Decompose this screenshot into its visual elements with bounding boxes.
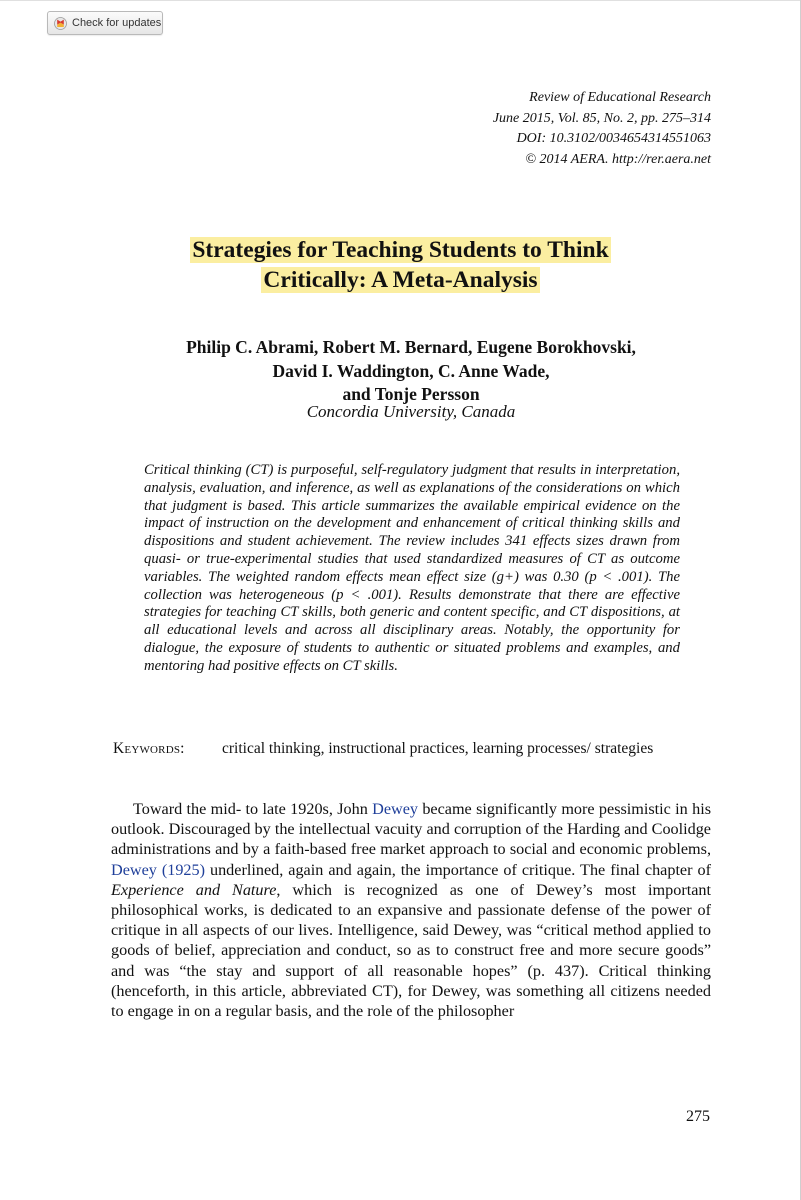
keywords-label: Keywords: (113, 740, 185, 757)
body-text-2: became significantly more pessimistic in his outlook. Discouraged by the intellectual vacuity and corruption of the Harding and Coolidge administrations and by a faith-based free market approach to social and economic problems, (111, 800, 711, 859)
body-text-3: underlined, again and again, the importance of critique. The final chapter of (205, 860, 711, 879)
authors-line-2: David I. Waddington, C. Anne Wade, (272, 360, 550, 381)
body-text-4: , which is recognized as one of Dewey’s most important philosophical works, is dedicated to an expansive and passionate defense of the power of critique in all aspects of our lives. Intelligence, said Dewey, was “critical method applied to goods of belief, appreciation and conduct, so as to construct free and more secure goods” and was “the stay and support of all reasonable hopes” (p. 437). Critical thinking (henceforth, in this article, abbreviated CT), for Dewey, was something all citizens needed to engage in on a regular basis, and the role of the philosopher (111, 880, 711, 1021)
affiliation: Concordia University, Canada (306, 402, 516, 421)
page-top-edge (0, 0, 801, 1)
journal-doi: DOI: 10.3102/0034654314551063 (516, 131, 711, 146)
body-text-1: Toward the mid- to late 1920s, John (133, 800, 373, 818)
authors-line-1: Philip C. Abrami, Robert M. Bernard, Eugene Borokhovski, (186, 337, 636, 357)
journal-issue: June 2015, Vol. 85, No. 2, pp. 275–314 (492, 110, 711, 126)
check-for-updates-button[interactable] (47, 11, 163, 35)
book-title: Experience and Nature (111, 880, 277, 899)
journal-name: Review of Educational Research (529, 90, 711, 105)
check-for-updates-label: Check for updates (72, 17, 162, 29)
title-line-2: Critically: A Meta-Analysis (263, 267, 538, 293)
abstract: Critical thinking (CT) is purposeful, self-regulatory judgment that results in interpretation, analysis, evaluation, and inference, as well as explanations of the considerations on which that judgment is based. This article summarizes the available empirical evidence on the impact of instruction on the development and enhancement of critical thinking skills and dispositions and student achievement. The review includes 341 effects sizes drawn from quasi- or true-experimental studies that used standardized measures of CT as outcome variables. The weighted random effects mean effect size (g+) was 0.30 (p < .001). The collection was heterogeneous (p < .001). Results demonstrate that there are effective strategies for teaching CT skills, both generic and content specific, and CT dispositions, at all educational levels and across all disciplinary areas. Notably, the opportunity for dialogue, the exposure of students to authentic or situated problems and examples, and mentoring had positive effects on CT skills. (144, 462, 680, 674)
citation-link-dewey[interactable]: Dewey (372, 800, 418, 818)
article-title (0, 235, 801, 295)
keywords-text: critical thinking, instructional practices, learning processes/ strategies (222, 740, 654, 757)
title-line-1: Strategies for Teaching Students to Think (192, 237, 609, 263)
body-paragraph (111, 799, 711, 1021)
journal-info (493, 88, 711, 170)
authors-line-3: and Tonje Persson (342, 384, 480, 404)
page-number: 275 (686, 1108, 710, 1125)
journal-copyright: © 2014 AERA. http://rer.aera.net (525, 151, 711, 167)
crossmark-icon (54, 17, 67, 30)
author-list (0, 336, 801, 407)
citation-link-dewey-1925[interactable]: Dewey (1925) (111, 860, 205, 879)
